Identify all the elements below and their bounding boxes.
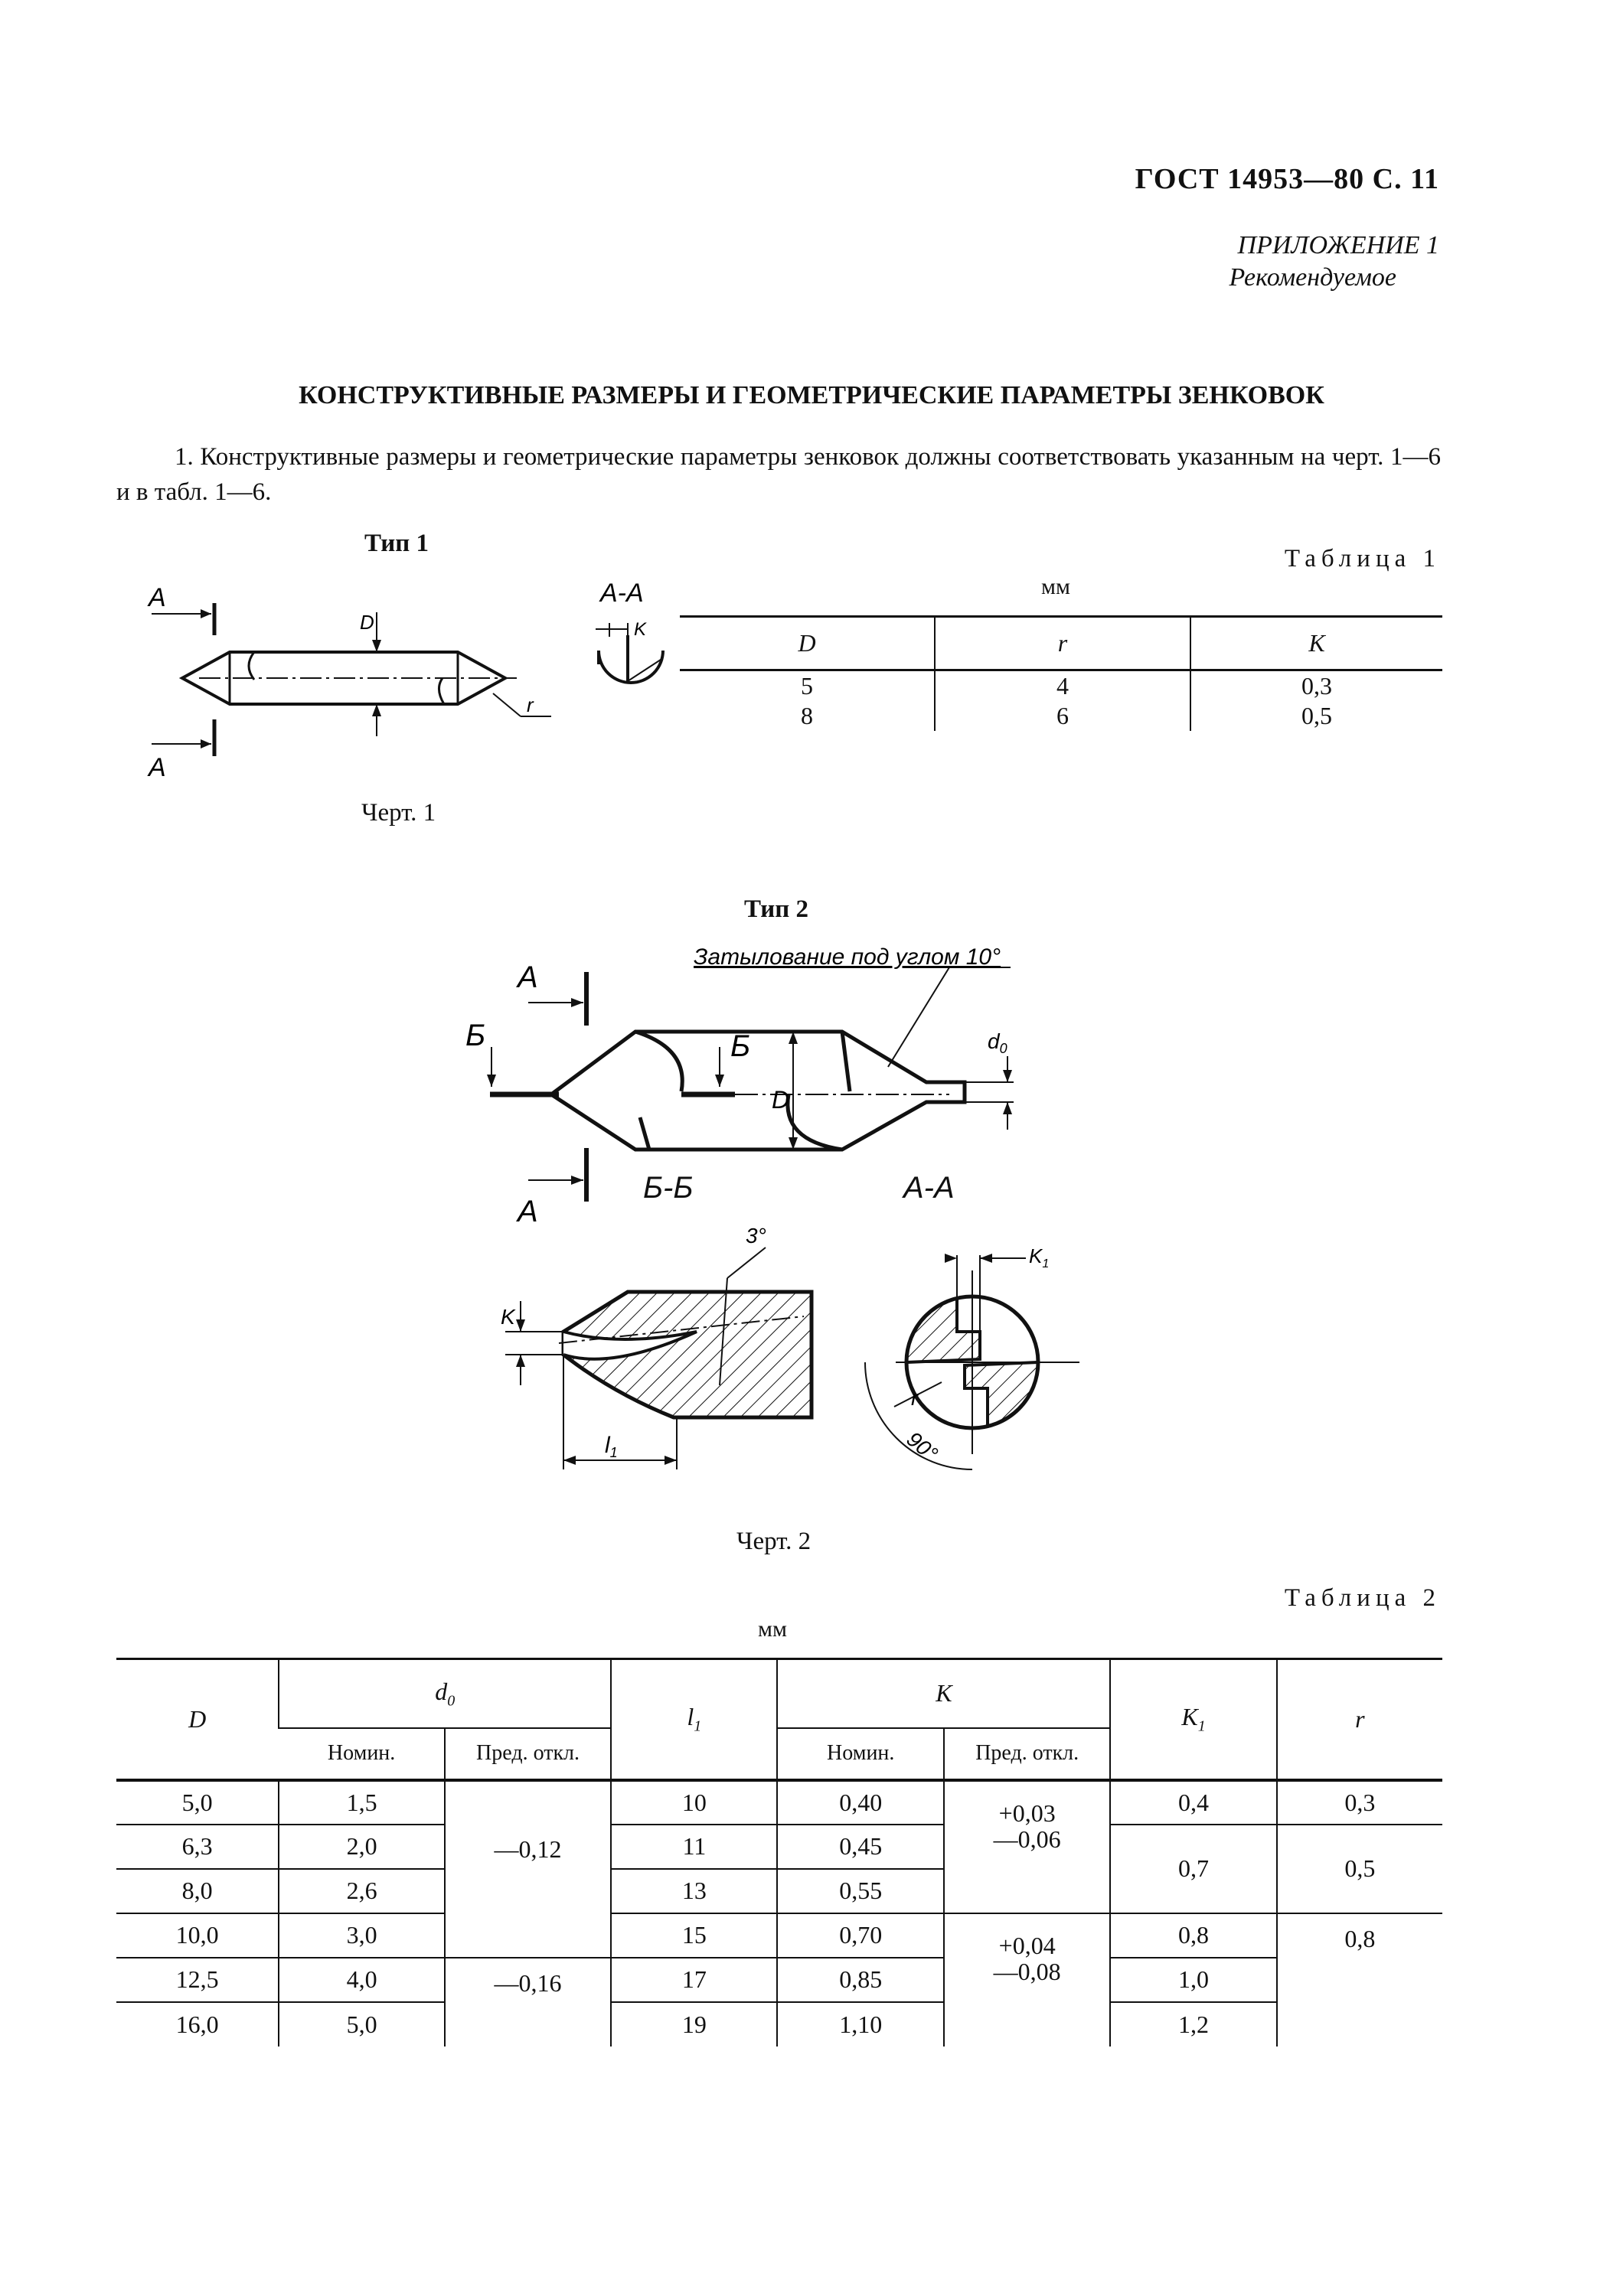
table-row: 16,0 5,0 19 1,10 1,2 — [116, 2002, 1442, 2047]
fig1-dim-r: r — [527, 693, 534, 716]
table2-d0-tol-1: —0,12 — [445, 1780, 611, 1958]
table1-caption: Таблица 1 — [1284, 545, 1441, 572]
fig2-dim-l1: $l_1$ — [605, 1433, 618, 1460]
table2-header-k: K — [777, 1659, 1110, 1728]
table2-header-l1: $l_1$ — [611, 1659, 777, 1780]
table-row: 5,0 1,5 —0,12 10 0,40 +0,03 —0,06 0,4 0,3 — [116, 1780, 1442, 1825]
table2-header-d0-nomin: Номин. — [327, 1741, 396, 1765]
table2-header-d0: $d_0$ — [279, 1659, 611, 1728]
fig1-section-a-top: А — [149, 583, 166, 612]
table-row: 8,0 2,6 13 0,55 — [116, 1869, 1442, 1913]
table-row: 10,0 3,0 15 0,70 +0,04 —0,08 0,8 0,8 — [116, 1913, 1442, 1958]
fig2-section-aa-label: А-А — [903, 1171, 955, 1205]
fig2-section-a-top: А — [518, 960, 538, 994]
fig2-section-b-right: Б — [730, 1029, 751, 1063]
fig2-angle-90: 90° — [902, 1427, 942, 1466]
table1-header-r: r — [935, 617, 1190, 670]
table2 — [116, 1658, 1442, 2047]
fig2-section-b-left: Б — [465, 1019, 486, 1052]
table1-header-d: D — [680, 617, 935, 670]
fig2-bb-dim-k: K — [501, 1305, 515, 1329]
table2-header-r: r — [1277, 1659, 1442, 1780]
fig2-section-bb-label: Б-Б — [643, 1171, 694, 1205]
table-row: 6,3 2,0 11 0,45 0,7 0,5 — [116, 1825, 1442, 1869]
fig1-type-label: Тип 1 — [364, 530, 429, 557]
fig2-type-label: Тип 2 — [744, 895, 808, 923]
table2-caption: Таблица 2 — [1284, 1584, 1441, 1612]
fig2-dim-d: D — [772, 1086, 790, 1114]
fig1-section-a-bottom: А — [149, 753, 166, 782]
table1 — [680, 615, 1442, 731]
fig2-note: Затылование под углом 10° — [694, 944, 1001, 970]
table2-d0-tol-2: —0,16 — [445, 1958, 611, 2047]
table2-header-k-nomin: Номин. — [777, 1728, 943, 1780]
appendix-label — [1229, 230, 1439, 294]
fig2-angle-3: 3° — [746, 1224, 766, 1247]
table2-header-k-pred: Пред. откл. — [944, 1728, 1110, 1780]
table2-header-d: D — [188, 1704, 207, 1733]
table2-k-tol-1: +0,03 —0,06 — [944, 1780, 1110, 1913]
section-title: КОНСТРУКТИВНЫЕ РАЗМЕРЫ И ГЕОМЕТРИЧЕСКИЕ ПАРАМЕТРЫ ЗЕНКОВОК — [299, 381, 1324, 409]
table-row: 12,5 4,0 —0,16 17 0,85 1,0 — [116, 1958, 1442, 2002]
table2-header-d0-pred: Пред. откл. — [445, 1728, 611, 1780]
fig2-dim-d0: $d_0$ — [988, 1029, 1007, 1056]
table-row: 5 4 0,3 — [680, 670, 1442, 702]
table-row: 8 6 0,5 — [680, 701, 1442, 731]
fig2-section-aa — [850, 1225, 1095, 1485]
body-paragraph: 1. Конструктивные размеры и геометрические параметры зенковок должны соответствовать указанным на черт. 1—6 и в табл. 1—6. — [116, 443, 1441, 506]
fig2-caption: Черт. 2 — [736, 1528, 812, 1555]
table2-unit: мм — [758, 1616, 787, 1642]
fig1-caption: Черт. 1 — [361, 799, 436, 827]
fig2-section-a-bottom: А — [518, 1195, 538, 1225]
page-header: ГОСТ 14953—80 С. 11 — [1135, 163, 1439, 195]
fig1-section-aa — [567, 574, 689, 727]
fig1-dim-d: D — [360, 611, 374, 634]
fig2-body-outline — [551, 1032, 965, 1150]
fig1-section-aa-label: А-А — [600, 579, 644, 608]
table1-header-k: K — [1190, 617, 1442, 670]
table2-header-k1: $K_1$ — [1110, 1659, 1276, 1780]
appendix-title: ПРИЛОЖЕНИЕ 1 — [1237, 231, 1439, 259]
table2-k-tol-2: +0,04 —0,08 — [944, 1913, 1110, 2047]
fig2-section-bb — [490, 1217, 827, 1485]
fig2-aa-dim-r: r — [911, 1386, 919, 1410]
fig1-dim-k: K — [634, 619, 647, 640]
fig2-aa-dim-k1: $K_1$ — [1029, 1244, 1050, 1270]
appendix-status: Рекомендуемое — [1229, 263, 1396, 292]
table1-unit: мм — [1041, 574, 1070, 599]
